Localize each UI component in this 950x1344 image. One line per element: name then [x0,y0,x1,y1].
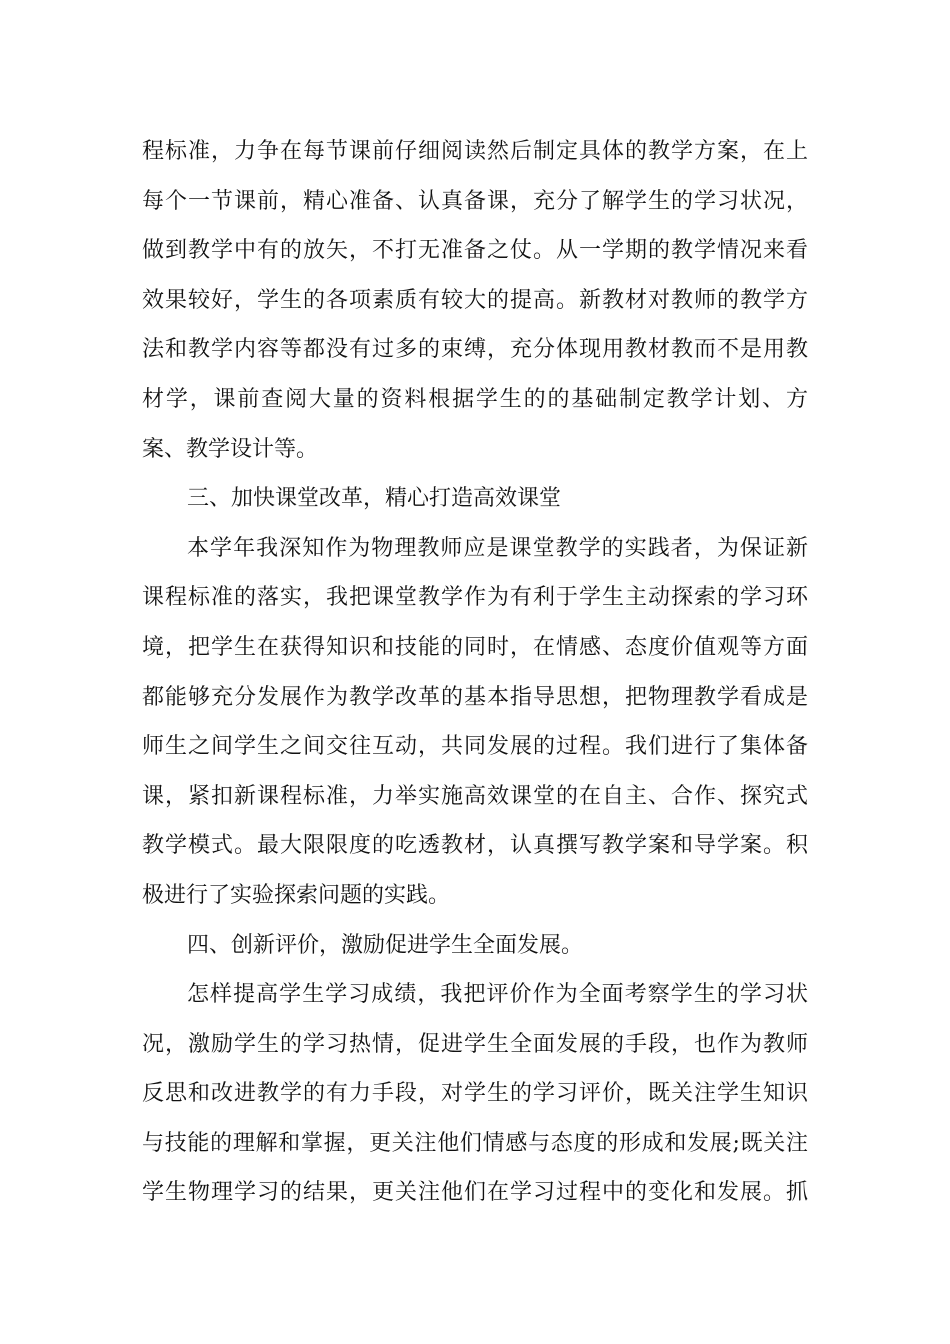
text-line: 程标准，力争在每节课前仔细阅读然后制定具体的教学方案，在上 [142,139,808,164]
text-line: 课，紧扣新课程标准，力举实施高效课堂的在自主、合作、探究式 [142,783,808,809]
text-line: 本学年我深知作为物理教师应是课堂教学的实践者，为保证新 [187,535,808,561]
text-line: 教学模式。最大限限度的吃透教材，认真撰写教学案和导学案。积 [142,833,808,859]
text-line: 怎样提高学生学习成绩，我把评价作为全面考察学生的学习状 [187,982,808,1008]
text-line: 极进行了实验探索问题的实践。 [142,882,451,908]
body-text [142,127,808,1218]
text-line: 材学，课前查阅大量的资料根据学生的的基础制定教学计划、方 [142,386,808,412]
text-line: 都能够充分发展作为教学改革的基本指导思想，把物理教学看成是 [142,684,808,710]
text-line: 案、教学设计等。 [142,436,319,462]
text-line: 法和教学内容等都没有过多的束缚，充分体现用教材教而不是用教 [142,337,808,363]
text-line: 做到教学中有的放矢，不打无准备之仗。从一学期的教学情况来看 [142,238,808,264]
section-heading-4: 四、创新评价，激励促进学生全面发展。 [187,932,584,958]
text-line: 课程标准的落实，我把课堂教学作为有利于学生主动探索的学习环 [142,585,808,611]
text-line: 境，把学生在获得知识和技能的同时，在情感、态度价值观等方面 [142,634,808,660]
text-line: 每个一节课前，精心准备、认真备课，充分了解学生的学习状况， [142,188,808,214]
text-line: 况，激励学生的学习热情，促进学生全面发展的手段，也作为教师 [142,1031,808,1057]
text-line: 效果较好，学生的各项素质有较大的提高。新教材对教师的教学方 [142,287,808,313]
section-heading-3: 三、加快课堂改革，精心打造高效课堂 [187,486,562,512]
text-line: 师生之间学生之间交往互动，共同发展的过程。我们进行了集体备 [142,734,808,760]
text-line: 学生物理学习的结果，更关注他们在学习过程中的变化和发展。抓 [142,1180,808,1206]
text-line: 与技能的理解和掌握，更关注他们情感与态度的形成和发展;既关注 [142,1130,808,1156]
text-line: 反思和改进教学的有力手段，对学生的学习评价，既关注学生知识 [142,1081,808,1107]
